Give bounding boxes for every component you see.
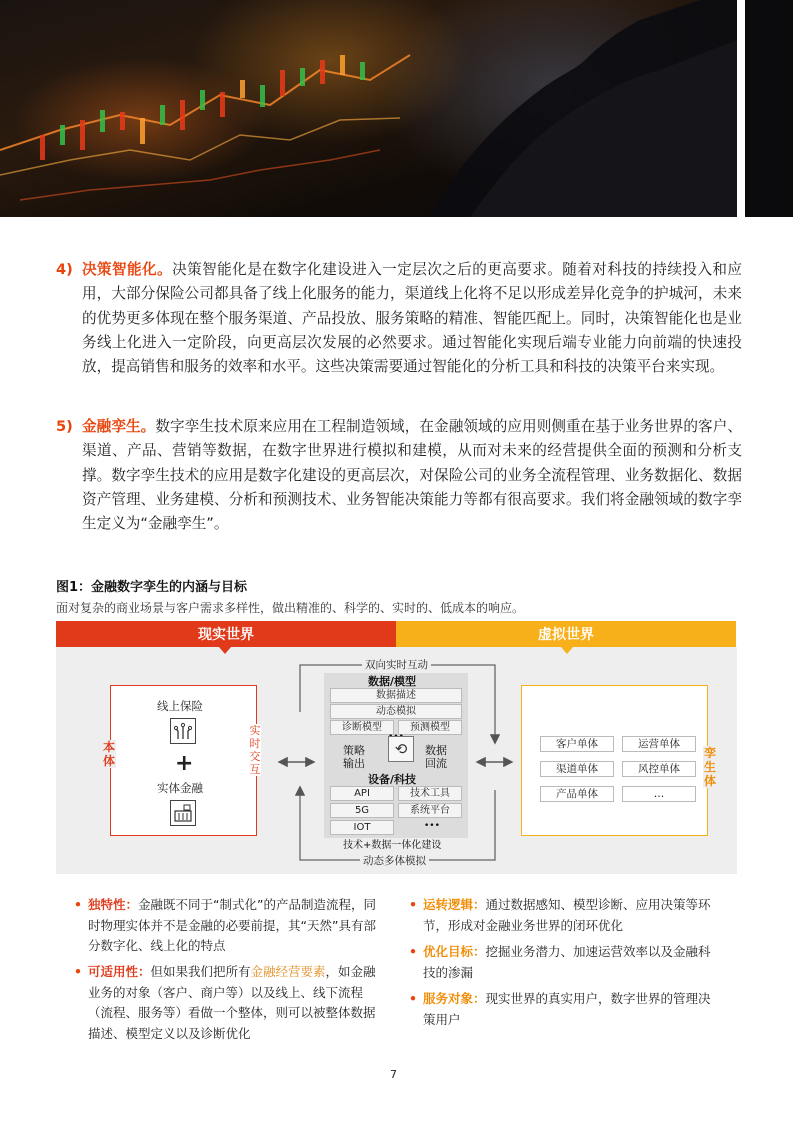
core-cell: 动态模拟	[330, 704, 462, 719]
tech-cell: 5G	[330, 803, 394, 818]
tech-cell: 技术工具	[398, 786, 462, 801]
note-key: 运转逻辑：	[423, 897, 486, 912]
core-cell: 预测模型	[398, 720, 462, 735]
bank-building-icon	[170, 800, 196, 826]
ellipsis: •••	[424, 821, 440, 831]
page-number: 7	[390, 1068, 397, 1081]
note-key: 优化目标：	[423, 944, 486, 959]
virtual-world-label: 虚拟世界	[538, 627, 594, 643]
paragraph-text: 决策智能化是在数字化建设进入一定层次之后的更高要求。随着对科技的持续投入和应用，大部分保险公司都具备了线上化服务的能力，渠道线上化将不足以形成差异化竞争的护城河，未来的优势更多体现在整个服务渠道、产品投放、服务策略的精准、智能匹配上。同时，决策智能化也是业务线上化进入一定阶段，向更高层次发展的必然要求。通过智能化实现后端专业能力向前端的快速投放，提高销售和服务的效率和水平。这些决策需要通过智能化的分析工具和科技的决策平台来实现。	[82, 261, 742, 376]
entity-label: 本体	[102, 740, 115, 768]
twin-cell: 客户单体	[540, 736, 614, 752]
tech-data-integration-label: 技术+数据一体化建设	[343, 840, 442, 851]
note-text: ，如金融业务的对象（客户、商户等）以及线上、线下流程（流程、服务等）看做一个整体，则可以被整体数据描述、模型定义以及诊断优化	[88, 964, 376, 1041]
twin-cell: 渠道单体	[540, 761, 614, 777]
top-flow-label: 双向实时互动	[362, 657, 431, 672]
note-text: 现实世界的真实用户，数字世界的管理决策用户	[423, 991, 711, 1027]
note-text: 通过数据感知、模型诊断、应用决策等环节，形成对金融业务世界的闭环优化	[423, 897, 711, 933]
data-model-header: 数据/模型	[368, 675, 417, 688]
core-cell: 诊断模型	[330, 720, 394, 735]
note-text: 但如果我们把所有	[150, 964, 251, 979]
note-key: 服务对象：	[423, 991, 486, 1006]
note-key: 可适用性：	[88, 964, 151, 979]
device-tech-header: 设备/科技	[368, 773, 417, 786]
paragraph-number: 4)	[56, 261, 73, 278]
cycle-icon: ⟲	[388, 736, 414, 762]
note-applicability: • 可适用性：但如果我们把所有金融经营要素，如金融业务的对象（客户、商户等）以及线上、线下流程（流程、服务等）看做一个整体，则可以被整体数据描述、模型定义以及诊断优化	[74, 964, 376, 1041]
note-service-target: • 服务对象：现实世界的真实用户，数字世界的管理决策用户	[409, 991, 711, 1027]
bottom-flow-label: 动态多体模拟	[360, 853, 429, 868]
note-text: 金融既不同于“制式化”的产品制造流程，同时物理实体并不是金融的必要前提，其“天然”具有部分数字化、线上化的特点	[88, 897, 376, 953]
core-cell: 数据描述	[330, 688, 462, 703]
twin-cell: …	[622, 786, 696, 802]
twin-label: 孪生体	[703, 746, 716, 788]
twin-cell: 产品单体	[540, 786, 614, 802]
twin-cell: 风控单体	[622, 761, 696, 777]
tech-cell: 系统平台	[398, 803, 462, 818]
paragraph-keyword: 决策智能化。	[82, 261, 173, 278]
paragraph-text: 数字孪生技术原来应用在工程制造领域，在金融领域的应用则侧重在基于业务世界的客户、渠道、产品、营销等数据，在数字世界进行模拟和建模，从而对未来的经营提供全面的预测和分析支撑。数字孪生技术的应用是数字化建设的更高层次，对保险公司的业务全流程管理、业务数据化、数据资产管理、业务建模、分析和预测技术、业务智能决策能力等都有很高要求。我们将金融领域的数字孪生定义为“金融孪生”。	[82, 418, 742, 533]
note-optimization-goal: • 优化目标：挖掘业务潜力、加速运营效率以及金融科技的渗漏	[409, 944, 711, 980]
figure-title: 图1：金融数字孪生的内涵与目标	[56, 580, 248, 595]
data-return-label: 数据回流	[425, 744, 447, 770]
note-text: 挖掘业务潜力、加速运营效率以及金融科技的渗漏	[423, 944, 711, 980]
physical-finance-label: 实体金融	[157, 781, 203, 795]
figure-subtitle: 面对复杂的商业场景与客户需求多样性，做出精准的、科学的、实时的、低成本的响应。	[56, 601, 525, 615]
note-uniqueness: • 独特性：金融既不同于“制式化”的产品制造流程，同时物理实体并不是金融的必要前提，其“天然”具有部分数字化、线上化的特点	[74, 897, 376, 953]
tech-cell: API	[330, 786, 394, 801]
note-operating-logic: • 运转逻辑：通过数据感知、模型诊断、应用决策等环节，形成对金融业务世界的闭环优化	[409, 897, 711, 933]
note-key: 独特性：	[88, 897, 139, 912]
tech-cell: IOT	[330, 820, 394, 835]
twin-cell: 运营单体	[622, 736, 696, 752]
circuit-icon	[170, 718, 196, 744]
plus-sign: +	[175, 751, 194, 776]
paragraph-number: 5)	[56, 418, 73, 435]
paragraph-keyword: 金融孪生。	[82, 418, 156, 435]
note-highlight: 金融经营要素	[250, 964, 326, 979]
realtime-interaction-label: 实时交互	[249, 724, 261, 776]
real-world-label: 现实世界	[198, 627, 254, 643]
online-insurance-label: 线上保险	[157, 699, 203, 713]
strategy-output-label: 策略输出	[343, 744, 365, 770]
